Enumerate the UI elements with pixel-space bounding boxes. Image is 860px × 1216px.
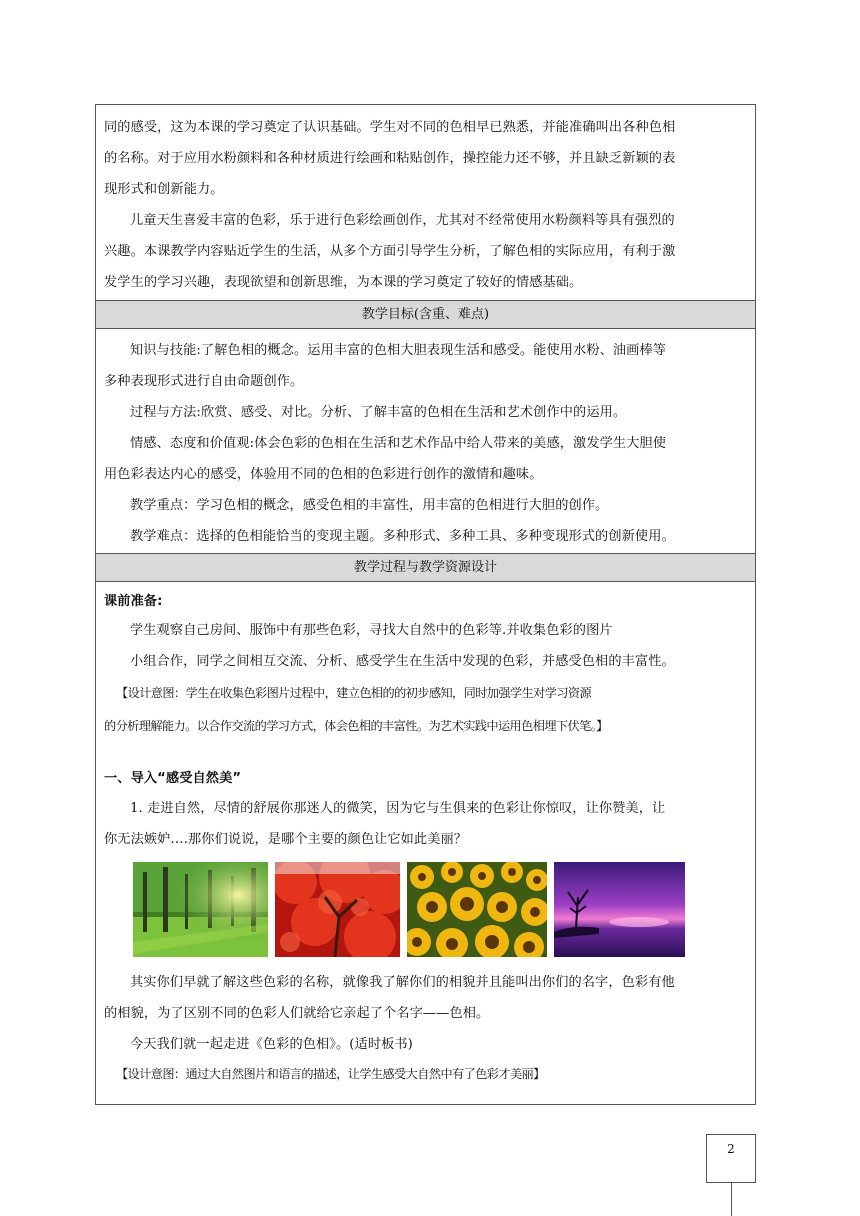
after-line: 的相貌，为了区别不同的色彩人们就给它亲起了个名字——色相。 [104,1006,490,1021]
after-line: 其实你们早就了解这些色彩的名称，就像我了解你们的相貌并且能叫出你们的名字，色彩有他 [130,975,675,990]
prep-line: 小组合作，同学之间相互交流、分析、感受学生在生活中发现的色彩，并感受色相的丰富性。 [130,654,675,669]
prep-title: 课前准备: [104,594,163,609]
page-number: 2 [706,1134,756,1183]
purple-sunset-photo [554,862,685,957]
design-note-2: 【设计意图：通过大自然图片和语言的描述，让学生感受大自然中有了色彩才美丽】 [116,1067,545,1081]
after-line: 今天我们就一起走进《色彩的色相》。(适时板书) [130,1037,413,1052]
step-line: 你无法嫉妒….那你们说说，是哪个主要的颜色让它如此美丽？ [104,832,468,847]
prep-line: 学生观察自己房间、服饰中有那些色彩，寻找大自然中的色彩等.并收集色彩的图片 [130,623,613,638]
goals-section [96,335,755,552]
nature-photos [133,862,693,957]
intro-line: 同的感受，这为本课的学习奠定了认识基础。学生对不同的色相早已熟悉，并能准确叫出各种色相 [104,120,676,135]
design-note-line: 的分析理解能力。以合作交流的学习方式，体会色相的丰富性。为艺术实践中运用色相埋下伏笔。】 [104,719,608,733]
goal-line: 过程与方法:欣赏、感受、对比。分析、了解丰富的色相在生活和艺术创作中的运用。 [130,405,627,420]
step-line: 1. 走进自然，尽情的舒展你那迷人的微笑，因为它与生俱来的色彩让你惊叹，让你赞美，让 [130,801,666,816]
design-note-line: 【设计意图：学生在收集色彩图片过程中，建立色相的的初步感知，同时加强学生对学习资源 [116,686,592,700]
process-section [96,589,755,743]
intro-line: 的名称。对于应用水粉颜料和各种材质进行绘画和粘贴创作，操控能力还不够，并且缺乏新颖的表 [104,151,676,166]
sunflower-field-photo [407,862,547,957]
goal-line: 用色彩表达内心的感受，体验用不同的色相的色彩进行创作的激情和趣味。 [104,467,543,482]
intro-line: 现形式和创新能力。 [104,182,224,197]
goal-line: 教学重点：学习色相的概念，感受色相的丰富性，用丰富的色相进行大胆的创作。 [130,498,609,513]
red-maple-photo [275,862,400,957]
goal-line: 情感、态度和价值观:体会色彩的色相在生活和艺术作品中给人带来的美感，激发学生大胆使 [130,436,667,451]
intro-line: 发学生的学习兴趣，表现欲望和创新思维，为本课的学习奠定了较好的情感基础。 [104,275,583,290]
process-header: 教学过程与教学资源设计 [96,553,755,582]
intro-section [96,112,755,298]
green-forest-photo [133,862,268,957]
intro-line: 儿童天生喜爱丰富的色彩，乐于进行色彩绘画创作，尤其对不经常使用水粉颜料等具有强烈的 [130,213,675,228]
goal-line: 教学难点：选择的色相能恰当的变现主题。多种形式、多种工具、多种变现形式的创新使用。 [130,529,675,544]
goals-header: 教学目标(含重、难点) [96,300,755,329]
closing-section [96,967,755,1088]
lesson-table [95,104,756,1105]
intro-activity-section [96,765,755,855]
section-title: 一、导入“感受自然美” [104,771,242,786]
goal-line: 知识与技能:了解色相的概念。运用丰富的色相大胆表现生活和感受。能使用水粉、油画棒等 [130,343,667,358]
goal-line: 多种表现形式进行自由命题创作。 [104,374,304,389]
page-number-stem [731,1183,732,1216]
intro-line: 兴趣。本课教学内容贴近学生的生活，从多个方面引导学生分析，了解色相的实际应用，有利于激 [104,244,676,259]
